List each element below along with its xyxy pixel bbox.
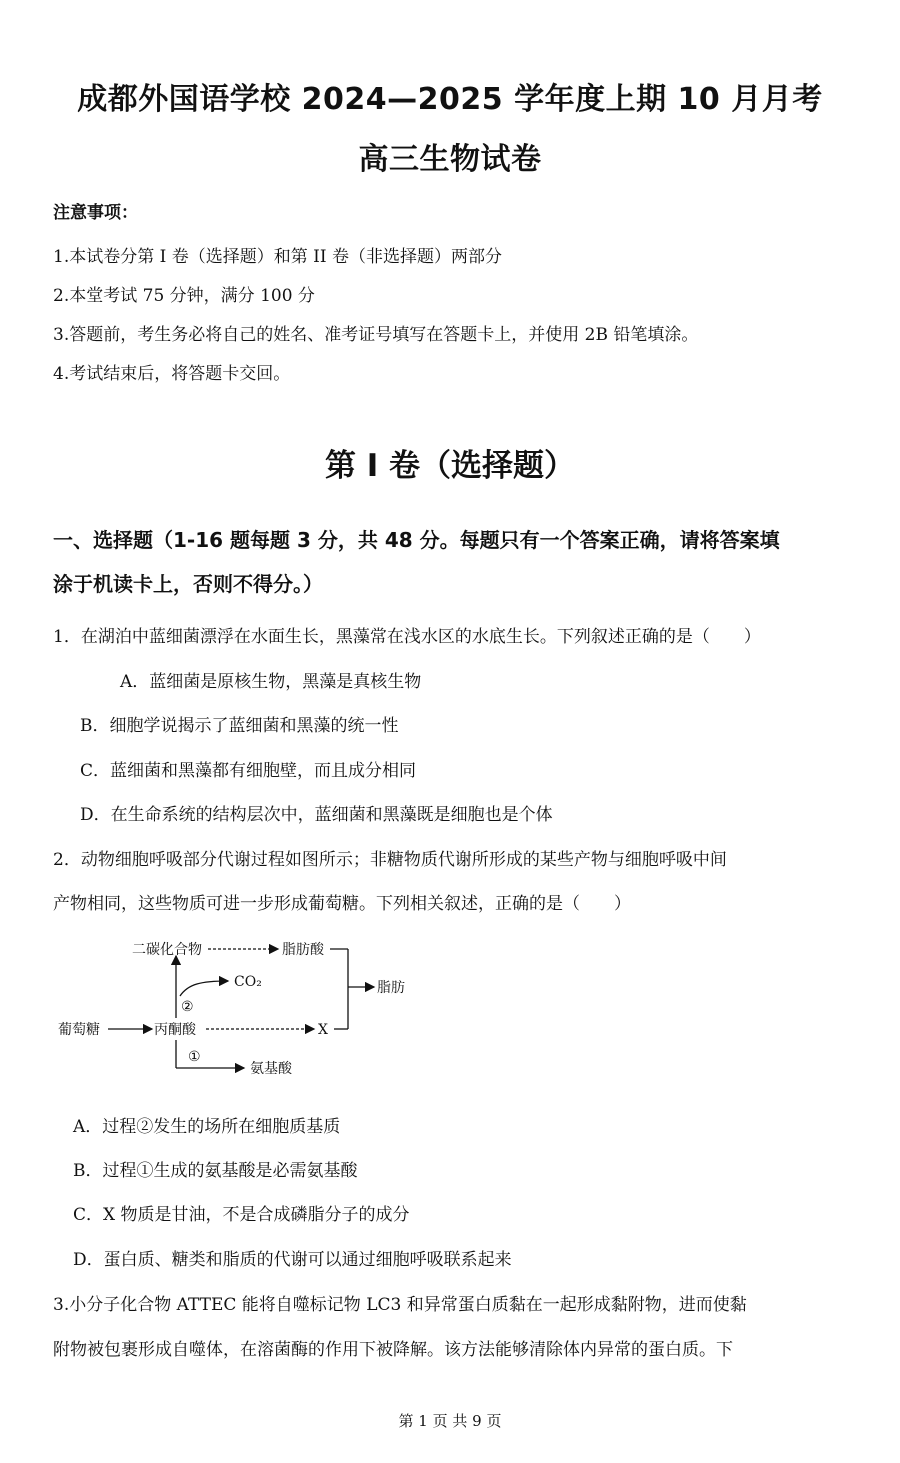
question-1-option-c: C．蓝细菌和黑藻都有细胞壁，而且成分相同 [80,761,417,781]
question-2-stem-line1: 2．动物细胞呼吸部分代谢过程如图所示；非糖物质代谢所形成的某些产物与细胞呼吸中间 [53,850,727,870]
question-2-option-b: B．过程①生成的氨基酸是必需氨基酸 [73,1161,358,1181]
part-intro-line1: 一、选择题（1-16 题每题 3 分，共 48 分。每题只有一个答案正确，请将答案填 [53,528,780,552]
node-x: X [318,1022,328,1038]
question-2-option-a: A．过程②发生的场所在细胞质基质 [73,1117,341,1137]
label-step-2: ② [181,999,194,1015]
notice-heading: 注意事项： [53,203,138,223]
question-2-option-d: D．蛋白质、糖类和脂质的代谢可以通过细胞呼吸联系起来 [73,1250,512,1270]
question-3-stem-line1: 3.小分子化合物 ATTEC 能将自噬标记物 LC3 和异常蛋白质黏在一起形成黏附物，进而使黏 [53,1295,747,1315]
node-two-carbon: 二碳化合物 [132,942,202,958]
question-1-option-a: A．蓝细菌是原核生物，黑藻是真核生物 [120,672,422,692]
part-intro-line2: 涂于机读卡上，否则不得分。） [53,572,323,596]
notice-item: 4.考试结束后，将答题卡交回。 [53,364,291,384]
question-2-option-c: C．X 物质是甘油，不是合成磷脂分子的成分 [73,1205,410,1225]
question-1-stem: 1．在湖泊中蓝细菌漂浮在水面生长，黑藻常在浅水区的水底生长。下列叙述正确的是（ ） [53,627,761,647]
question-2-stem-line2: 产物相同，这些物质可进一步形成葡萄糖。下列相关叙述，正确的是（ ） [53,894,631,914]
question-1-option-b: B．细胞学说揭示了蓝细菌和黑藻的统一性 [80,716,399,736]
metabolism-diagram [56,932,426,1082]
question-1-option-d: D．在生命系统的结构层次中，蓝细菌和黑藻既是细胞也是个体 [80,805,553,825]
label-step-1: ① [188,1049,201,1065]
arrow-to-co2 [180,981,228,996]
notice-item: 1.本试卷分第 I 卷（选择题）和第 II 卷（非选择题）两部分 [53,247,502,267]
node-glucose: 葡萄糖 [58,1022,100,1038]
exam-title: 成都外国语学校 2024—2025 学年度上期 10 月月考 [77,82,823,117]
section-title: 第 I 卷（选择题） [324,448,576,484]
node-fatty-acid: 脂肪酸 [282,942,324,958]
node-co2: CO₂ [234,974,262,990]
notice-item: 3.答题前，考生务必将自己的姓名、准考证号填写在答题卡上，并使用 2B 铅笔填涂。 [53,325,699,345]
exam-subtitle: 高三生物试卷 [358,142,542,177]
question-3-stem-line2: 附物被包裹形成自噬体，在溶菌酶的作用下被降解。该方法能够清除体内异常的蛋白质。下 [53,1340,733,1360]
notice-item: 2.本堂考试 75 分钟，满分 100 分 [53,286,315,306]
node-fat: 脂肪 [377,980,405,996]
node-pyruvate: 丙酮酸 [154,1022,196,1038]
node-amino-acid: 氨基酸 [250,1061,292,1077]
page-number: 第 1 页 共 9 页 [398,1412,502,1430]
